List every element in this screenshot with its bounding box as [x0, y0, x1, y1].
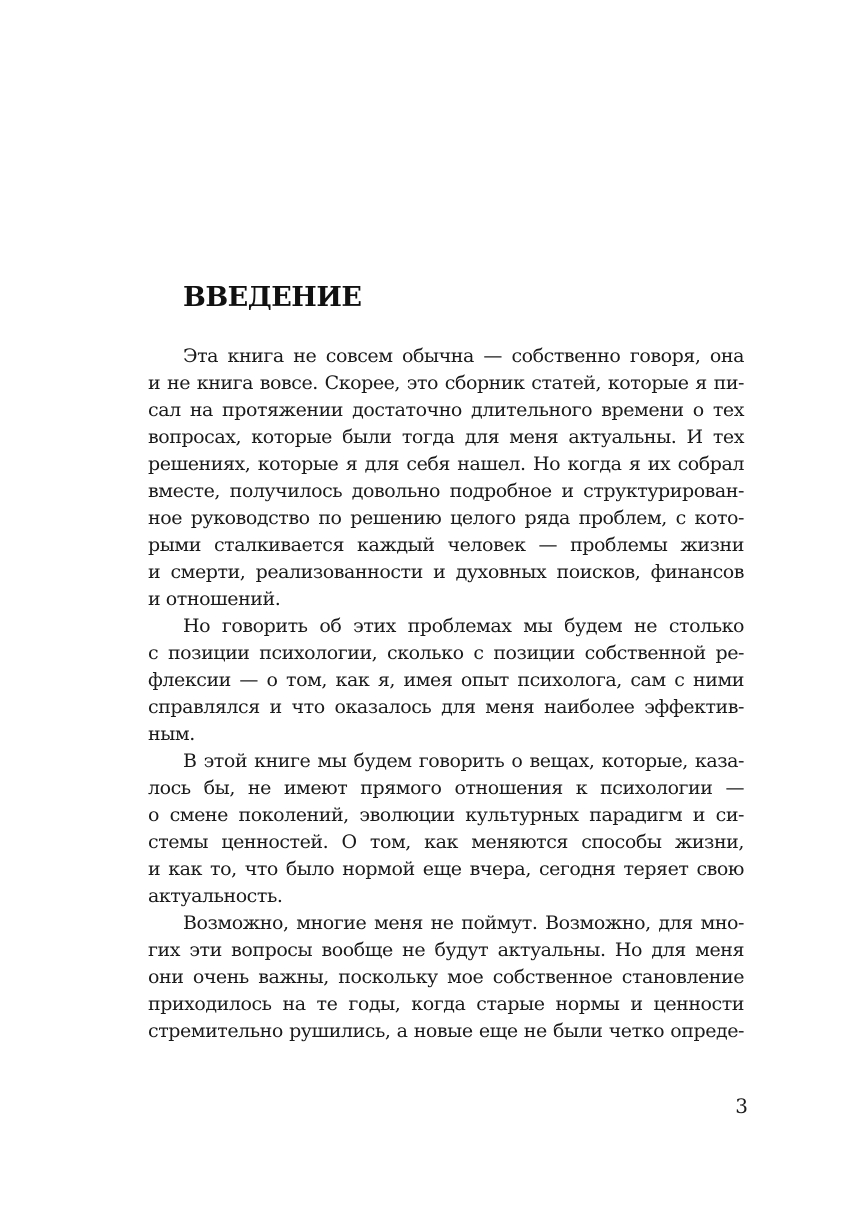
text-line: и отношений.	[148, 588, 281, 610]
chapter-body	[148, 343, 744, 1045]
text-line: стремительно рушились, а новые еще не были четко опреде-	[148, 1020, 744, 1042]
text-line: и не книга вовсе. Скорее, это сборник статей, которые я пи-	[148, 372, 744, 394]
text-line: они очень важны, поскольку мое собственное становление	[148, 966, 744, 988]
text-line: ным.	[148, 723, 195, 745]
text-line: лось бы, не имеют прямого отношения к психологии —	[148, 777, 744, 799]
text-line: вместе, получилось довольно подробное и структурирован-	[148, 480, 744, 502]
text-line: гих эти вопросы вообще не будут актуальны. Но для меня	[148, 939, 744, 961]
text-line: Но говорить об этих проблемах мы будем не столько	[183, 615, 744, 637]
text-line: В этой книге мы будем говорить о вещах, которые, каза-	[183, 750, 744, 772]
text-line: с позиции психологии, сколько с позиции собственной ре-	[148, 642, 744, 664]
text-line: флексии — о том, как я, имея опыт психолога, сам с ними	[148, 669, 744, 691]
text-line: вопросах, которые были тогда для меня актуальны. И тех	[148, 426, 744, 448]
text-line: ное руководство по решению целого ряда проблем, с кото-	[148, 507, 744, 529]
text-line: сал на протяжении достаточно длительного времени о тех	[148, 399, 744, 421]
text-line: о смене поколений, эволюции культурных парадигм и си-	[148, 804, 744, 826]
chapter-title: ВВЕДЕНИЕ	[183, 282, 362, 313]
text-line: стемы ценностей. О том, как меняются способы жизни,	[148, 831, 744, 853]
text-line: рыми сталкивается каждый человек — проблемы жизни	[148, 534, 744, 556]
text-line: Возможно, многие меня не поймут. Возможно, для мно-	[183, 912, 744, 934]
text-line: справлялся и что оказалось для меня наиболее эффектив-	[148, 696, 744, 718]
text-line: и смерти, реализованности и духовных поисков, финансов	[148, 561, 744, 583]
text-line: и как то, что было нормой еще вчера, сегодня теряет свою	[148, 858, 744, 880]
text-line: Эта книга не совсем обычна — собственно говоря, она	[183, 345, 744, 367]
text-line: решениях, которые я для себя нашел. Но когда я их собрал	[148, 453, 744, 475]
page-number: 3	[735, 1094, 748, 1118]
text-line: приходилось на те годы, когда старые нормы и ценности	[148, 993, 744, 1015]
text-line: актуальность.	[148, 885, 283, 907]
